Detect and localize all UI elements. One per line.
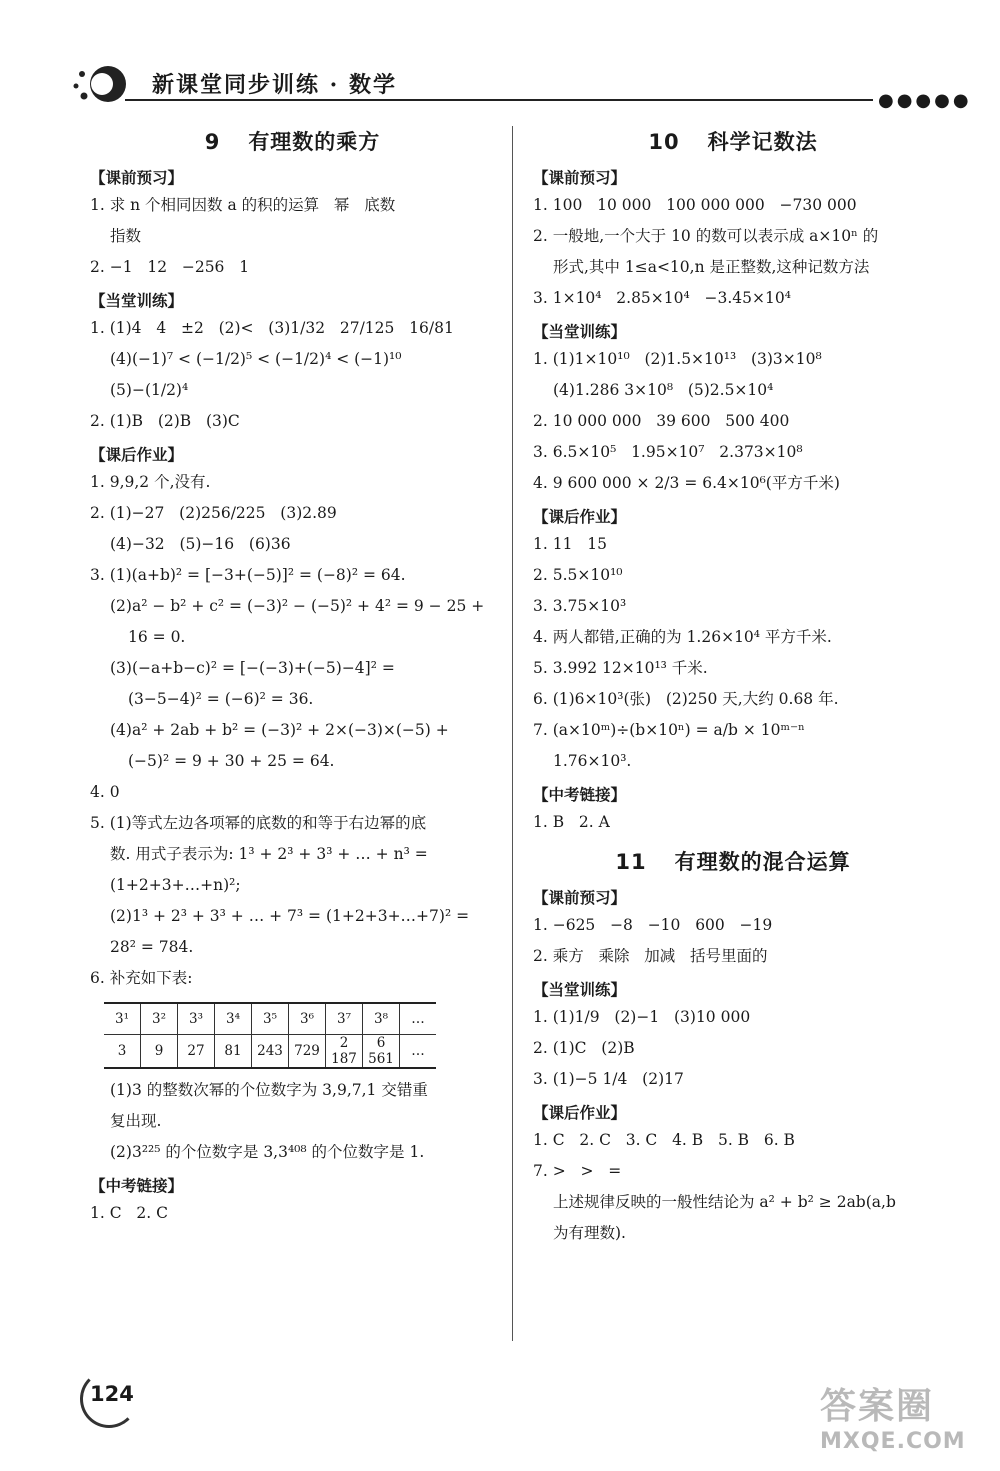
page-number: 124 — [90, 1382, 134, 1406]
answer-line: 1. 11 15 — [533, 535, 607, 553]
table-cell: 9 — [141, 1035, 178, 1069]
answer-line: 数. 用式子表示为: 1³ + 2³ + 3³ + … + n³ = — [110, 845, 428, 863]
table-cell: 3⁶ — [289, 1003, 326, 1035]
answer-line: 复出现. — [110, 1112, 162, 1130]
table-cell: 3⁸ — [363, 1003, 400, 1035]
left-column — [90, 118, 495, 1229]
table-cell: 3³ — [178, 1003, 215, 1035]
column-divider — [512, 126, 513, 1341]
powers-of-three-table — [104, 1002, 436, 1069]
subsection-label: 【当堂训练】 — [90, 291, 184, 310]
subsection-label: 【课后作业】 — [533, 1103, 627, 1122]
subsection-label: 【课前预习】 — [533, 168, 627, 187]
answer-line: 1. 9,9,2 个,没有. — [90, 473, 211, 491]
table-header-row — [104, 1003, 436, 1035]
subsection-label: 【当堂训练】 — [533, 322, 627, 341]
answer-line: 上述规律反映的一般性结论为 a² + b² ≥ 2ab(a,b — [553, 1193, 896, 1211]
answer-line: 1. −625 −8 −10 600 −19 — [533, 916, 773, 934]
answer-line: 1. C 2. C 3. C 4. B 5. B 6. B — [533, 1131, 795, 1149]
table-cell: 6 561 — [363, 1035, 400, 1069]
answer-line: (3−5−4)² = (−6)² = 36. — [128, 690, 314, 708]
answer-line: 1.76×10³. — [553, 752, 632, 770]
answer-line: 2. (1)−27 (2)256/225 (3)2.89 — [90, 504, 337, 522]
answer-line: (1+2+3+…+n)²; — [110, 876, 241, 894]
answer-line: 1. (1)1×10¹⁰ (2)1.5×10¹³ (3)3×10⁸ — [533, 350, 822, 368]
subsection-label: 【当堂训练】 — [533, 980, 627, 999]
answer-line: 3. (1)−5 1/4 (2)17 — [533, 1070, 684, 1088]
answer-line: 2. 乘方 乘除 加减 括号里面的 — [533, 947, 768, 965]
answer-line: 6. 补充如下表: — [90, 969, 193, 987]
answer-line: 3. 3.75×10³ — [533, 597, 627, 615]
answer-line: 3. 6.5×10⁵ 1.95×10⁷ 2.373×10⁸ — [533, 443, 803, 461]
answer-line: 2. 5.5×10¹⁰ — [533, 566, 623, 584]
answer-line: 7. (a×10ᵐ)÷(b×10ⁿ) = a/b × 10ᵐ⁻ⁿ — [533, 721, 805, 739]
table-cell: … — [400, 1003, 437, 1035]
answer-line: 6. (1)6×10³(张) (2)250 天,大约 0.68 年. — [533, 690, 839, 708]
answer-line: (2)a² − b² + c² = (−3)² − (−5)² + 4² = 9 − 25 + — [110, 597, 485, 615]
answer-line: 2. 一般地,一个大于 10 的数可以表示成 a×10ⁿ 的 — [533, 227, 879, 245]
answer-line: 1. B 2. A — [533, 813, 610, 831]
subsection-label: 【中考链接】 — [90, 1176, 184, 1195]
answer-line: 3. 1×10⁴ 2.85×10⁴ −3.45×10⁴ — [533, 289, 791, 307]
answer-line: 形式,其中 1≤a<10,n 是正整数,这种记数方法 — [553, 258, 870, 276]
section-name: 有理数的混合运算 — [674, 849, 851, 874]
answer-line: 2. −1 12 −256 1 — [90, 258, 250, 276]
answer-line: (3)(−a+b−c)² = [−(−3)+(−5)−4]² = — [110, 659, 395, 677]
subsection-label: 【课前预习】 — [90, 168, 184, 187]
subsection-label: 【中考链接】 — [533, 785, 627, 804]
section-name: 科学记数法 — [707, 129, 818, 154]
answer-line: (4)−32 (5)−16 (6)36 — [110, 535, 291, 553]
answer-line: 16 = 0. — [128, 628, 186, 646]
right-column — [533, 118, 933, 1249]
answer-line: 28² = 784. — [110, 938, 194, 956]
book-logo-icon — [70, 62, 130, 106]
answer-line: 1. (1)1/9 (2)−1 (3)10 000 — [533, 1008, 751, 1026]
watermark-url: MXQE.COM — [820, 1429, 966, 1454]
answer-line: 4. 9 600 000 × 2/3 = 6.4×10⁶(平方千米) — [533, 474, 840, 492]
section-name: 有理数的乘方 — [248, 129, 381, 154]
table-cell: 81 — [215, 1035, 252, 1069]
answer-line: (−5)² = 9 + 30 + 25 = 64. — [128, 752, 335, 770]
answer-line: (2)1³ + 2³ + 3³ + … + 7³ = (1+2+3+…+7)² = — [110, 907, 470, 925]
table-cell: 243 — [252, 1035, 289, 1069]
answer-line: 5. (1)等式左边各项幂的底数的和等于右边幂的底 — [90, 814, 427, 832]
answer-line: 1. 求 n 个相同因数 a 的积的运算 幂 底数 — [90, 196, 396, 214]
table-cell: 3² — [141, 1003, 178, 1035]
answer-line: 1. 100 10 000 100 000 000 −730 000 — [533, 196, 857, 214]
table-cell: 27 — [178, 1035, 215, 1069]
answer-line: 1. (1)4 4 ±2 (2)< (3)1/32 27/125 16/81 — [90, 319, 454, 337]
subsection-label: 【课后作业】 — [90, 445, 184, 464]
answer-line: (1)3 的整数次幂的个位数字为 3,9,7,1 交错重 — [110, 1081, 428, 1099]
section-number: 11 — [615, 850, 647, 874]
answer-line: 7. > > = — [533, 1162, 622, 1180]
answer-line: (4)a² + 2ab + b² = (−3)² + 2×(−3)×(−5) + — [110, 721, 449, 739]
header-dots: ●●●●● — [878, 90, 972, 111]
watermark — [820, 1378, 990, 1466]
answer-line: 2. (1)C (2)B — [533, 1039, 635, 1057]
answer-line: 5. 3.992 12×10¹³ 千米. — [533, 659, 708, 677]
answer-line: 4. 0 — [90, 783, 120, 801]
table-cell: 3⁵ — [252, 1003, 289, 1035]
answer-line: (4)1.286 3×10⁸ (5)2.5×10⁴ — [553, 381, 774, 399]
table-cell: 3⁴ — [215, 1003, 252, 1035]
section-title — [533, 846, 933, 876]
answer-line: 4. 两人都错,正确的为 1.26×10⁴ 平方千米. — [533, 628, 832, 646]
section-title — [533, 126, 933, 156]
answer-line: 2. (1)B (2)B (3)C — [90, 412, 240, 430]
table-cell: 3⁷ — [326, 1003, 363, 1035]
book-title: 新课堂同步训练 · 数学 — [152, 72, 397, 98]
answer-line: 为有理数). — [553, 1224, 626, 1242]
answer-line: (5)−(1/2)⁴ — [110, 381, 189, 399]
answer-line: 2. 10 000 000 39 600 500 400 — [533, 412, 790, 430]
answer-line: 指数 — [110, 227, 142, 245]
section-number: 10 — [648, 130, 680, 154]
table-cell: 2 187 — [326, 1035, 363, 1069]
answer-line: (2)3²²⁵ 的个位数字是 3,3⁴⁰⁸ 的个位数字是 1. — [110, 1143, 425, 1161]
table-cell: 3¹ — [104, 1003, 141, 1035]
subsection-label: 【课后作业】 — [533, 507, 627, 526]
answer-line: 1. C 2. C — [90, 1204, 168, 1222]
watermark-logo: 答案圈 — [820, 1386, 935, 1427]
page-header — [0, 0, 1000, 110]
header-rule — [125, 99, 873, 101]
answer-line: 3. (1)(a+b)² = [−3+(−5)]² = (−8)² = 64. — [90, 566, 406, 584]
table-cell: 3 — [104, 1035, 141, 1069]
table-cell: … — [400, 1035, 437, 1069]
section-title — [90, 126, 495, 156]
answer-line: (4)(−1)⁷ < (−1/2)⁵ < (−1/2)⁴ < (−1)¹⁰ — [110, 350, 402, 368]
table-cell: 729 — [289, 1035, 326, 1069]
subsection-label: 【课前预习】 — [533, 888, 627, 907]
section-number: 9 — [204, 130, 221, 154]
table-row — [104, 1035, 436, 1069]
